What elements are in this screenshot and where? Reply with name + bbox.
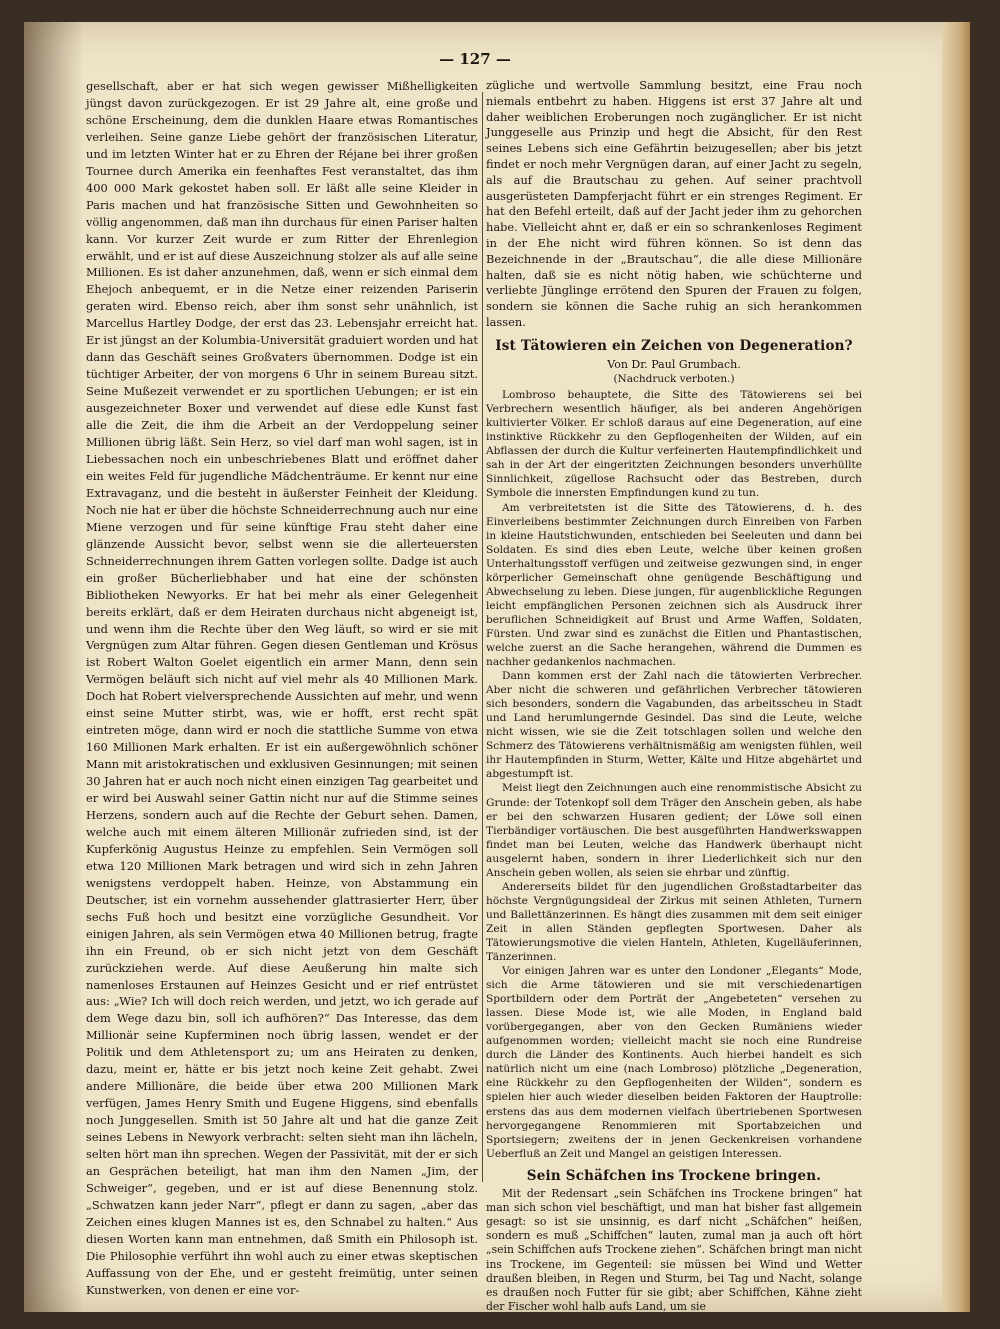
article-paragraph: Lombroso behauptete, die Sitte des Tätowierens sei bei Verbrechern wesentlich häufiger, als bei anderen Angehörigen kultivierter Völker. Er schloß daraus auf eine Degeneration, auf eine instinktive Rückkehr zu den Gepflogenheiten der Wilden, auf ein Abflassen der durch die Kultur verfeinerten Hautempfindlichkeit und sah in der Art der eingeritzten Zeichnungen besonders unverhüllte Sinnlichkeit, zügellose Rachsucht oder das Bestreben, durch Symbole die innersten Empfindungen kund zu tun. xyxy=(486,389,862,500)
page-edges xyxy=(942,22,970,1312)
article-paragraph: Am verbreitetsten ist die Sitte des Tätowierens, d. h. des Einverleibens bestimmter Zeichnungen durch Einreiben von Farben in kleine Hautstichwunden, entschieden bei Seeleuten und dann bei Soldaten. Es sind dies eben Leute, welche über keinen großen Unterhaltungsstoff verfügen und zeitweise gezwungen sind, in enger körperlicher Gemeinschaft ohne genügende Beschäftigung und Abwechselung zu leben. Diese jungen, für augenblickliche Regungen leicht empfänglichen Personen zeichnen sich als Ausdruck ihrer beruflichen Schneidigkeit auf Brust und Arme Waffen, Soldaten, Fürsten. Und zwar sind es zunächst die Eitlen und Phantastischen, welche zuerst an die Sache herangehen, während die Dummen es nachher gedankenlos nachmachen. xyxy=(486,501,862,669)
page-number: — 127 — xyxy=(439,50,511,68)
column-rule xyxy=(482,92,483,1182)
article-byline: Von Dr. Paul Grumbach. xyxy=(607,357,741,371)
reprint-note: (Nachdruck verboten.) xyxy=(613,373,735,386)
left-paragraph: gesellschaft, aber er hat sich wegen gewisser Mißhelligkeiten jüngst davon zurückgezogen. Er ist 29 Jahre alt, eine große und schöne Erscheinung, dem die dunklen Haare etwas Romantisches verleihen. Seine ganze Liebe gehört der französischen Literatur, und im letzten Winter hat er zu Ehren der Réjane bei ihrer großen Tournee durch Amerika ein feenhaftes Fest veranstaltet, das ihm 400 000 Mark gekostet haben soll. Er läßt alle seine Kleider in Paris machen und hat französische Sitten und Gewohnheiten so völlig angenommen, daß man ihn durchaus für einen Pariser halten kann. Vor kurzer Zeit wurde er zum Ritter der Ehrenlegion erwählt, und er ist auf diese Auszeichnung stolzer als auf alle seine Millionen. Es ist daher anzunehmen, daß, wenn er sich einmal dem Ehejoch anbequemt, er in die Netze einer reizenden Pariserin geraten wird. Ebenso reich, aber ihm sonst sehr unähnlich, ist Marcellus Hartley Dodge, der erst das 23. Lebensjahr erreicht hat. Er ist jüngst an der Kolumbia-Universität graduiert worden und hat dann das Geschäft seines Großvaters übernommen. Dodge ist ein tüchtiger Arbeiter, der von morgens 6 Uhr in seinem Bureau sitzt. Seine Mußezeit verwendet er zu sportlichen Uebungen; er ist ein ausgezeichneter Boxer und verwendet auf diese edle Kunst fast alle die Zeit, die ihm die Arbeit an der Verdoppelung seiner Millionen übrig läßt. Sein Herz, so viel darf man wohl sagen, ist in Liebessachen noch ein unbeschriebenes Blatt und eröffnet daher ein weites Feld für jugendliche Mädchenträume. Er kennt nur eine Extravaganz, und die besteht in äußerster Feinheit der Kleidung. Noch nie hat er über die höchste Schneiderrechnung auch nur eine Miene verzogen und für seine künftige Frau steht daher eine glänzende Aussicht bevor, selbst wenn sie die allerteuersten Schneiderrechnungen ihrem Gatten vorlegen sollte. Dadge ist auch ein großer Bücherliebhaber und hat eine der schönsten Bibliotheken Newyorks. Er hat bei mehr als einer Gelegenheit bereits erklärt, daß er dem Heiraten durchaus nicht abgeneigt ist, und wenn ihm die Rechte über den Weg läuft, so wird er sie mit Vergnügen zum Altar führen. Gegen diesen Gentleman und Krösus ist Robert Walton Goelet eigentlich ein armer Mann, denn sein Vermögen beläuft sich nicht auf viel mehr als 40 Millionen Mark. Doch hat Robert vielversprechende Aussichten auf mehr, und wenn einst seine Mutter stirbt, was, wie er hofft, erst recht spät eintreten möge, dann wird er noch die stattliche Summe von etwa 160 Millionen Mark erhalten. Er ist ein außergewöhnlich schöner Mann mit aristokratischen und exklusiven Gesinnungen; mit seinen 30 Jahren hat er auch noch nicht einen einzigen Tag gearbeitet und er wird bei Auswahl seiner Gattin nicht nur auf die Stimme seines Herzens, sondern auch auf die Rechte der Geburt sehen. Damen, welche auch mit einem älteren Millionär zufrieden sind, ist der Kupferkönig Augustus Heinze zu empfehlen. Sein Vermögen soll etwa 120 Millionen Mark betragen und wird sich in zehn Jahren wenigstens verdoppelt haben. Heinze, von Abstammung ein Deutscher, ist ein vornehm aussehender glattrasierter Herr, über sechs Fuß hoch und besitzt eine vorzügliche Gesundheit. Vor einigen Jahren, als sein Vermögen etwa 40 Millionen betrug, fragte ihn ein Freund, ob er sich nicht jetzt von dem Geschäft zurückziehen werde. Auf diese Aeußerung hin malte sich namenloses Erstaunen auf Heinzes Gesicht und er rief entrüstet aus: „Wie? Ich will doch reich werden, und jetzt, wo ich gerade auf dem Wege dazu bin, soll ich aufhören?“ Das Interesse, das dem Millionär seine Kupferminen noch übrig lassen, wendet er der Politik und dem Athletensport zu; um ans Heiraten zu denken, dazu, meint er, hätte er bis jetzt noch keine Zeit gehabt. Zwei andere Millionäre, die beide über etwa 200 Millionen Mark verfügen, James Henry Smith und Eugene Higgens, sind ebenfalls noch Junggesellen. Smith ist 50 Jahre alt und hat die ganze Zeit seines Lebens in Newyork verbracht: selten sieht man ihn lächeln, selten hört man ihn sprechen. Wegen der Passivität, mit der er sich an Gesprächen beteiligt, hat man ihm den Namen „Jim, der Schweiger“, gegeben, und er ist auf diese Benennung stolz. „Schwatzen kann jeder Narr“, pflegt er dann zu sagen, „aber das Zeichen eines klugen Mannes ist es, den Schnabel zu halten.“ Aus diesen Worten kann man entnehmen, daß Smith ein Philosoph ist. Die Philosophie verführt ihn wohl auch zu einer etwas skeptischen Auffassung von der Ehe, und er gesteht freimütig, unter seinen Kunstwerken, von denen er eine vor- xyxy=(86,79,478,1297)
right-column xyxy=(486,78,862,1314)
article-paragraph: Dann kommen erst der Zahl nach die tätowierten Verbrecher. Aber nicht die schweren und gefährlichen Verbrecher tätowieren sich besonders, sondern die Vagabunden, das arbeitsscheu in Stadt und Land herumlungernde Gesindel. Das sind die Leute, welche nicht wissen, wie sie die Zeit totschlagen sollen und welche den Schmerz des Tätowierens verhältnismäßig am wenigsten fühlen, weil ihr Hautempfinden in Sturm, Wetter, Kälte und Hitze abgehärtet und abgestumpft ist. xyxy=(486,670,862,781)
article-title-sheep: Sein Schäfchen ins Trockene bringen. xyxy=(526,1167,822,1184)
right-intro-paragraph: zügliche und wertvolle Sammlung besitzt, eine Frau noch niemals entbehrt zu haben. Higgens ist erst 37 Jahre alt und daher weiblichen Eroberungen noch zugänglicher. Er ist nicht Junggeselle aus Prinzip und hegt die Absicht, für den Rest seines Lebens sich eine Gefährtin beizugesellen; aber bis jetzt findet er noch mehr Vergnügen daran, auf einer Jacht zu segeln, als auf die Brautschau zu gehen. Auf seiner prachtvoll ausgerüsteten Dampferjacht führt er ein strenges Regiment. Er hat den Befehl erteilt, daß auf der Jacht jeder ihm zu gehorchen habe. Vielleicht ahnt er, daß er ein so schrankenloses Regiment in der Ehe nicht wird führen können. So ist denn das Bezeichnende in der „Brautschau“, die alle diese Millionäre halten, daß sie es nicht nötig haben, wie schüchterne und verliebte Jünglinge errötend den Spuren der Frauen zu folgen, sondern sie können die Sache ruhig an sich herankommen lassen. xyxy=(486,78,862,329)
article-paragraph: Meist liegt den Zeichnungen auch eine renommistische Absicht zu Grunde: der Totenkopf soll dem Träger den Anschein geben, als habe er bei den schwarzen Husaren gedient; der Löwe soll einen Tierbändiger vortäuschen. Die best ausgeführten Handwerkswappen findet man bei Leuten, welche das Handwerk überhaupt nicht ausgelernt haben, sondern in ihrer Liederlichkeit sich nur den Anschein geben wollen, als seien sie ehrbar und zünftig. xyxy=(486,782,862,879)
article-body-tattoo xyxy=(486,388,862,1161)
left-column xyxy=(86,78,478,1299)
page-spine-shadow xyxy=(24,22,84,1312)
article-paragraph: Andererseits bildet für den jugendlichen Großstadtarbeiter das höchste Vergnügungsideal der Zirkus mit seinen Athleten, Turnern und Ballettänzerinnen. Es hängt dies zusammen mit dem seit einiger Zeit in allen Ständen gepflegten Sportwesen. Daher als Tätowierungsmotive die vielen Hanteln, Athleten, Kugelläuferinnen, Tänzerinnen. xyxy=(486,880,862,964)
article-paragraph: Vor einigen Jahren war es unter den Londoner „Elegants“ Mode, sich die Arme tätowieren und sie mit verschiedenartigen Sportbildern oder dem Porträt der „Angebeteten“ versehen zu lassen. Diese Mode ist, wie alle Moden, in England bald vorübergegangen, aber von den Gecken Rumäniens wieder aufgenommen worden; vielleicht macht sie noch eine Rundreise durch die Länder des Kontinents. Auch hierbei handelt es sich natürlich nicht um eine (nach Lombroso) plötzliche „Degeneration, eine Rückkehr zu den Gepflogenheiten der Wilden“, sondern es spielen hier auch wieder dieselben beiden Faktoren der Hauptrolle: erstens das aus dem modernen vielfach übertriebenen Sportwesen hervorgegangene Renommieren mit Sportabzeichen und Sportsiegern; zweitens der in jenen Geckenkreisen vorhandene Ueberfluß an Zeit und Mangel an geistigen Interessen. xyxy=(486,965,862,1160)
article-body-sheep xyxy=(486,1187,862,1315)
article-title-tattoo: Ist Tätowieren ein Zeichen von Degeneration? xyxy=(495,337,853,354)
article-paragraph: Mit der Redensart „sein Schäfchen ins Trockene bringen“ hat man sich schon viel beschäftigt, und man hat bisher fast allgemein gesagt: so ist sie unsinnig, es darf nicht „Schäfchen“ heißen, sondern es muß „Schiffchen“ lauten, zumal man ja auch oft hört „sein Schiffchen aufs Trockene ziehen“. Schäfchen bringt man nicht ins Trockene, im Gegenteil: sie müssen bei Wind und Wetter draußen bleiben, in Regen und Sturm, bei Tag und Nacht, solange es draußen noch Futter für sie gibt; aber Schiffchen, Kähne zieht der Fischer wohl halb aufs Land, um sie xyxy=(486,1186,862,1314)
